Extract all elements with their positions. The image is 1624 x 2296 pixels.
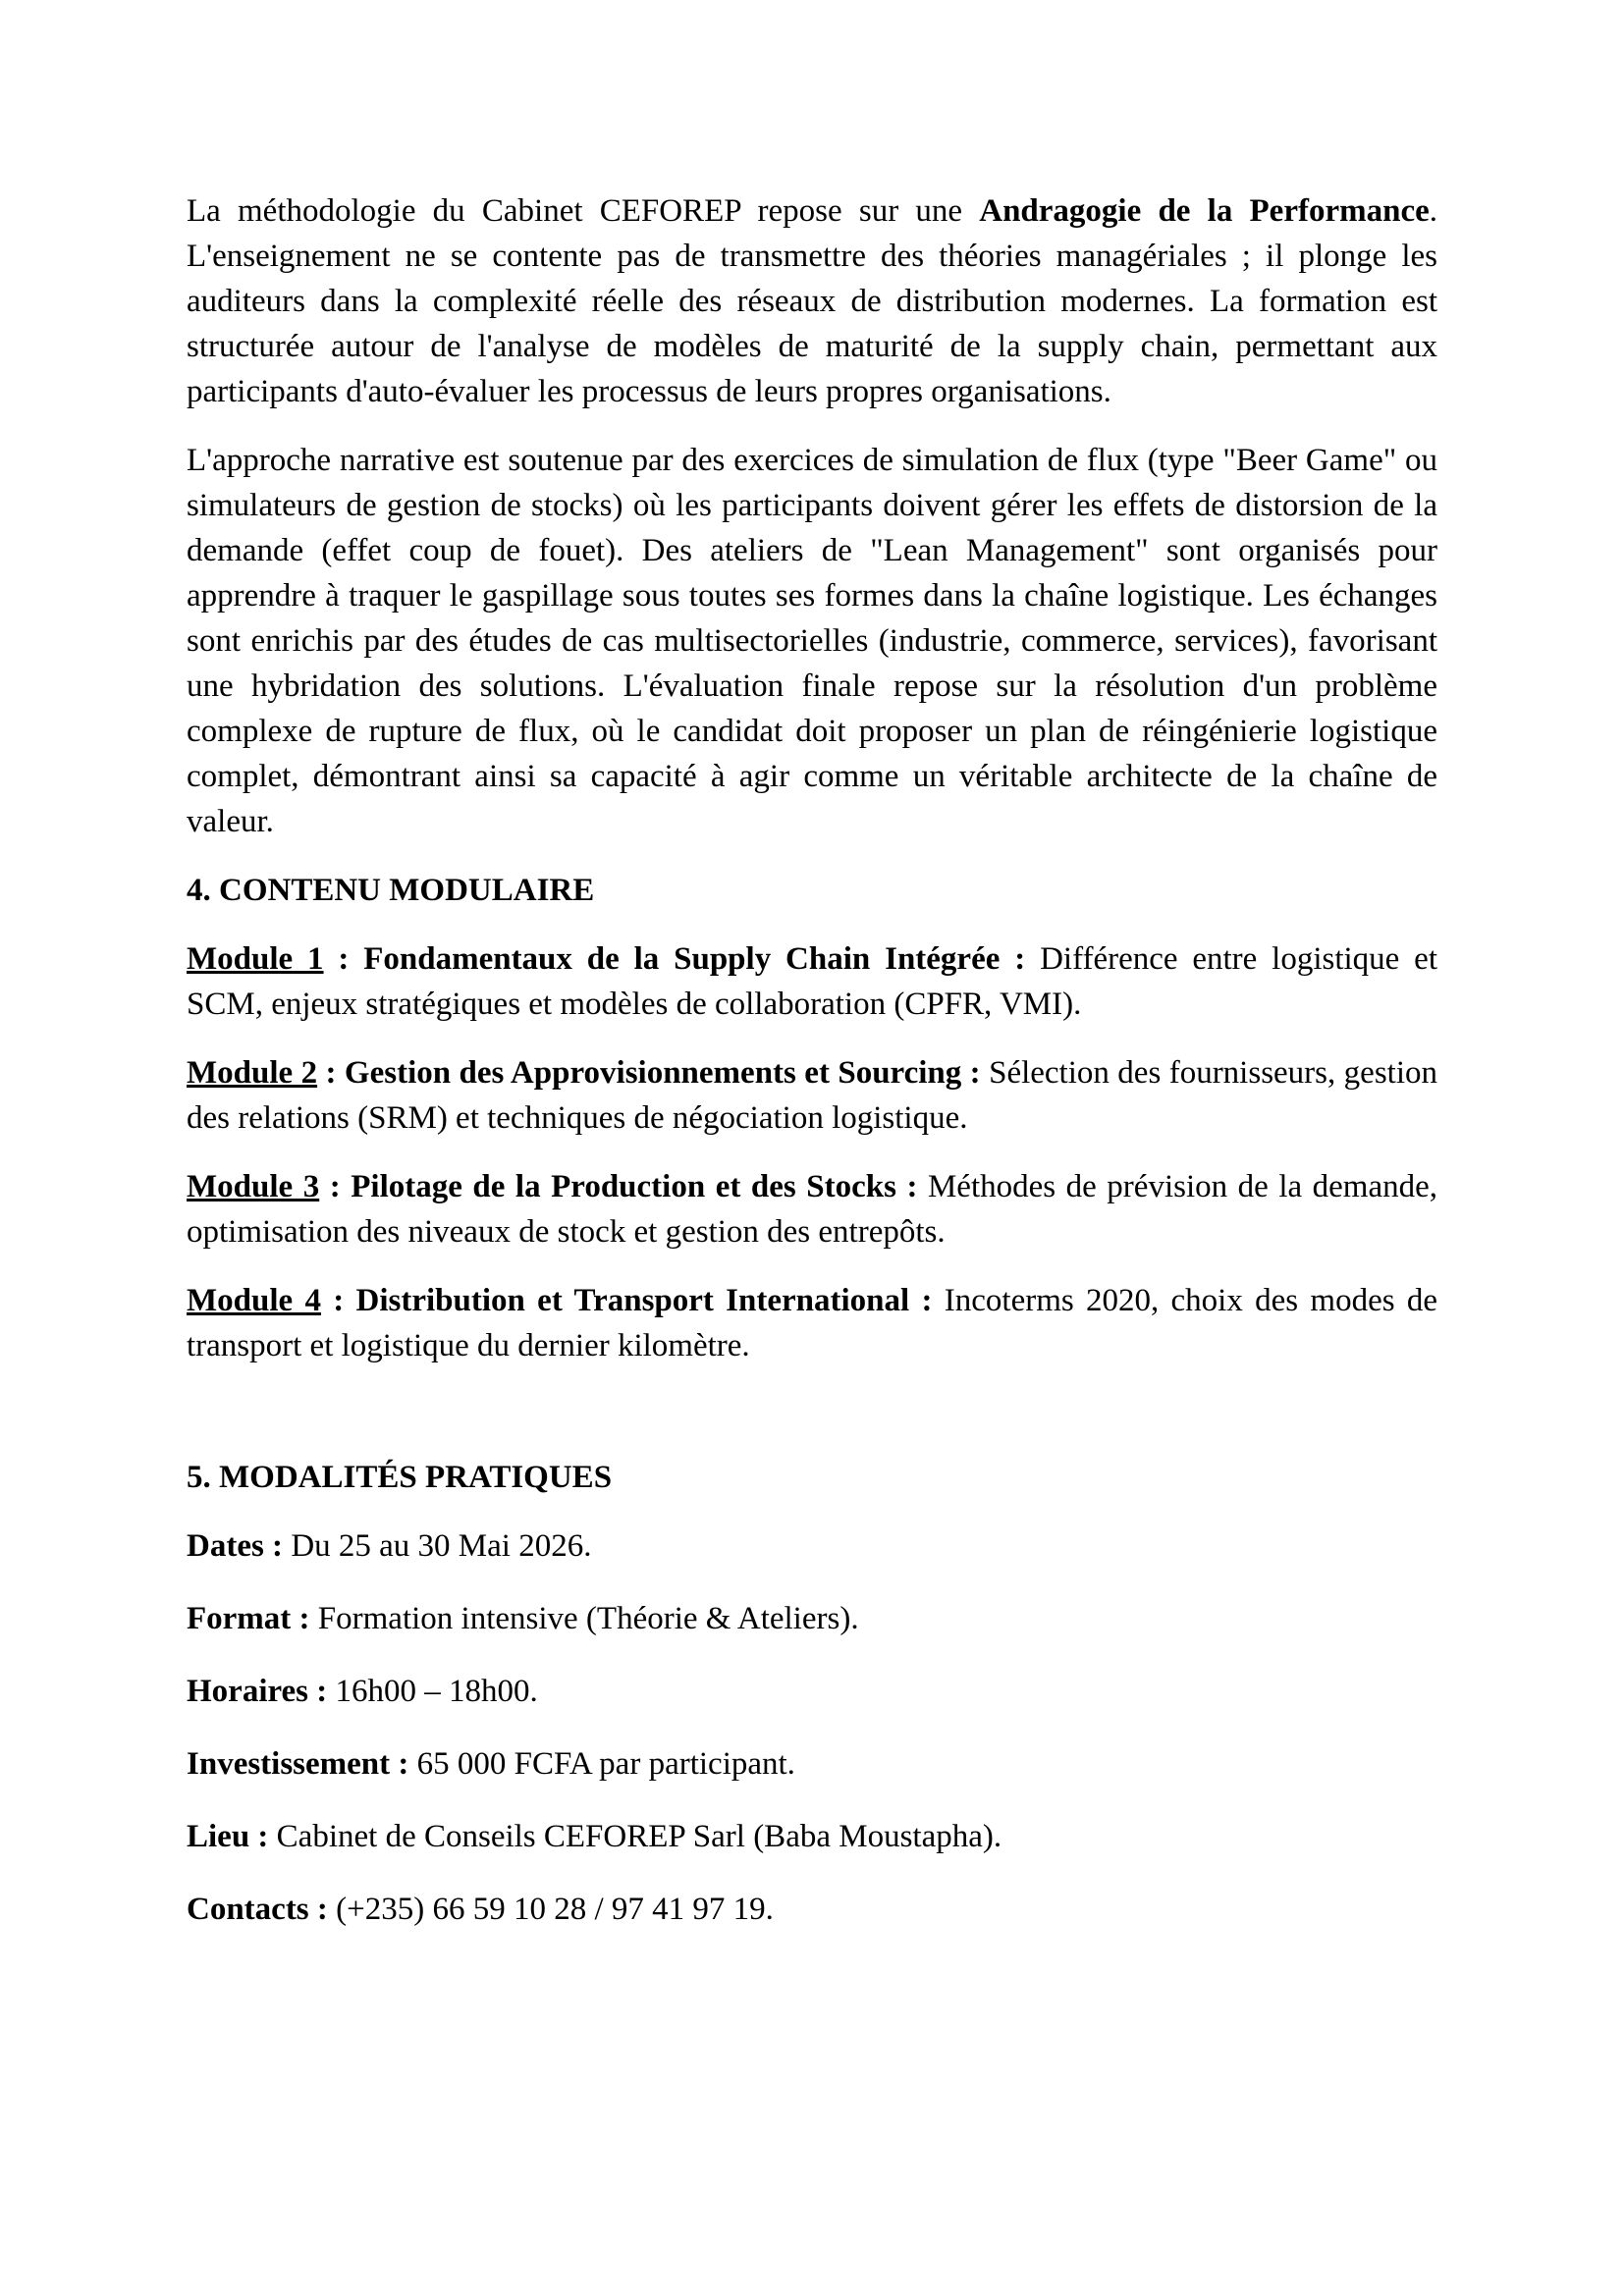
section-5-heading: 5. MODALITÉS PRATIQUES	[187, 1460, 613, 1495]
module-2-separator: :	[317, 1055, 345, 1091]
module-2-title: Gestion des Approvisionnements et Sourcing :	[344, 1055, 990, 1091]
module-4-label: Module 4	[187, 1283, 321, 1318]
module-item-2	[187, 1050, 1437, 1141]
section-4-heading: 4. CONTENU MODULAIRE	[187, 873, 595, 908]
modality-horaires-value: 16h00 – 18h00.	[335, 1674, 538, 1709]
module-item-4	[187, 1278, 1437, 1368]
intro-text-post: . L'enseignement ne se contente pas de transmettre des théories managériales ; il plonge les auditeurs dans la complexité réelle des réseaux de distribution modernes. La formation est structurée autour de l'analyse de modèles de maturité de la supply chain, permettant aux participants d'auto-évaluer les processus de leurs propres organisations.	[187, 193, 1437, 409]
module-3-description: Méthodes de prévision de la demande, optimisation des niveaux de stock et gestion des entrepôts.	[187, 1169, 1438, 1250]
module-4-description: Incoterms 2020, choix des modes de transport et logistique du dernier kilomètre.	[187, 1283, 1438, 1363]
modality-investissement-value: 65 000 FCFA par participant.	[416, 1746, 795, 1782]
modality-format-value: Formation intensive (Théorie & Ateliers).	[317, 1601, 859, 1636]
modality-investissement	[187, 1741, 1437, 1787]
modality-dates-value: Du 25 au 30 Mai 2026.	[291, 1528, 592, 1564]
module-4-separator: :	[320, 1283, 356, 1318]
module-1-title: Fondamentaux de la Supply Chain Intégrée :	[363, 941, 1041, 977]
modality-format-label: Format :	[187, 1601, 318, 1636]
module-1-separator: :	[323, 941, 364, 977]
modality-lieu	[187, 1814, 1437, 1859]
modality-horaires	[187, 1669, 1437, 1714]
modality-horaires-label: Horaires :	[187, 1674, 336, 1709]
modality-lieu-value: Cabinet de Conseils CEFOREP Sarl (Baba Moustapha).	[276, 1819, 1002, 1854]
module-2-label: Module 2	[187, 1055, 318, 1091]
approach-paragraph: L'approche narrative est soutenue par des exercices de simulation de flux (type "Beer Game" ou simulateurs de gestion de stocks) où les participants doivent gérer les effets de distorsion de la demande (effet coup de fouet). Des ateliers de "Lean Management" sont organisés pour apprendre à traquer le gaspillage sous toutes ses formes dans la chaîne logistique. Les échanges sont enrichis par des études de cas multisectorielles (industrie, commerce, services), favorisant une hybridation des solutions. L'évaluation finale repose sur la résolution d'un problème complexe de rupture de flux, où le candidat doit proposer un plan de réingénierie logistique complet, démontrant ainsi sa capacité à agir comme un véritable architecte de la chaîne de valeur.	[187, 443, 1437, 839]
intro-text-pre: La méthodologie du Cabinet CEFOREP repose sur une	[187, 193, 980, 229]
module-item-1	[187, 936, 1437, 1027]
modality-dates	[187, 1523, 1437, 1569]
module-1-description: Différence entre logistique et SCM, enjeux stratégiques et modèles de collaboration (CPFR, VMI).	[187, 941, 1437, 1022]
module-1-label: Module 1	[187, 941, 324, 977]
modality-contacts	[187, 1887, 1437, 1932]
modality-format	[187, 1596, 1437, 1641]
module-2-description: Sélection des fournisseurs, gestion des relations (SRM) et techniques de négociation logistique.	[187, 1055, 1438, 1136]
modality-contacts-label: Contacts :	[187, 1892, 337, 1927]
modality-contacts-value: (+235) 66 59 10 28 / 97 41 97 19.	[336, 1892, 774, 1927]
module-item-3	[187, 1164, 1437, 1255]
blank-spacer	[187, 1392, 1437, 1455]
modality-lieu-label: Lieu :	[187, 1819, 277, 1854]
module-3-title: Pilotage de la Production et des Stocks :	[351, 1169, 928, 1204]
module-4-title: Distribution et Transport International :	[355, 1283, 945, 1318]
module-3-label: Module 3	[187, 1169, 320, 1204]
modality-dates-label: Dates :	[187, 1528, 292, 1564]
modality-investissement-label: Investissement :	[187, 1746, 417, 1782]
intro-paragraph	[187, 188, 1437, 414]
module-3-separator: :	[319, 1169, 352, 1204]
intro-bold-phrase: Andragogie de la Performance	[979, 193, 1430, 229]
